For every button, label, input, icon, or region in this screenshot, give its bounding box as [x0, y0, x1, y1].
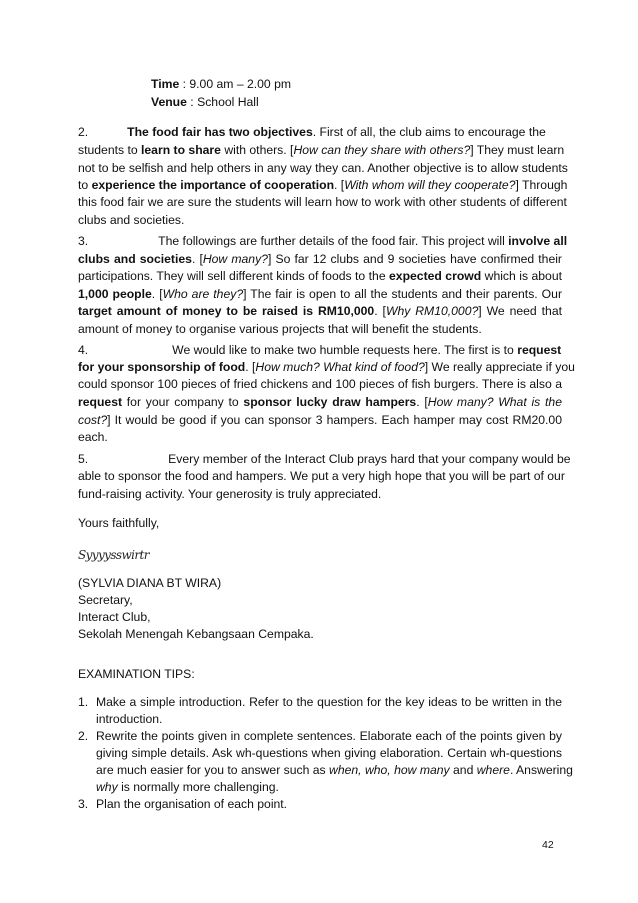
para2-text: ] They must learn — [470, 143, 565, 157]
para2-text: . First of all, the club aims to encourage the — [312, 125, 546, 139]
tip-2-line2: giving simple details. Ask wh-questions when giving elaboration. Certain wh-questions — [96, 746, 562, 760]
salutation: Yours faithfully, — [78, 516, 160, 530]
para3-line1 — [78, 234, 567, 248]
tip-1-number: 1. — [78, 695, 89, 709]
para4-line1 — [78, 343, 561, 357]
tip-2-line4 — [96, 780, 279, 794]
para2-text: to — [78, 178, 92, 192]
para4-text: ] It would be good if you can sponsor 3 hampers. Each hamper may cost RM20.00 — [107, 413, 562, 427]
para3-bold: 1,000 people — [78, 287, 152, 301]
para4-question: How much? What kind of food? — [255, 360, 425, 374]
para2-text: ] Through — [515, 178, 568, 192]
para5-number: 5. — [78, 452, 89, 466]
tip-text: and — [449, 763, 477, 777]
para2-question: How can they share with others? — [293, 143, 471, 157]
para4-text: . [ — [245, 360, 256, 374]
para4-text: ] We really appreciate if you — [424, 360, 575, 374]
para3-question: Who are they? — [162, 287, 244, 301]
tip-italic: why — [96, 780, 118, 794]
para3-bold: clubs and societies — [78, 252, 192, 266]
venue-line — [151, 95, 259, 109]
para4-line3: could sponsor 100 pieces of fried chickens and 100 pieces of fish burgers. There is also a — [78, 377, 562, 391]
tip-2-line3 — [96, 763, 573, 777]
para4-text: We would like to make two humble requests here. The first is to — [172, 343, 518, 357]
para4-bold: request — [78, 395, 123, 409]
para3-line5 — [78, 304, 562, 318]
para2-text: . [ — [334, 178, 345, 192]
para3-text: . [ — [191, 252, 203, 266]
tip-text: are much easier for you to answer such as — [96, 763, 330, 777]
para4-line6: each. — [78, 430, 108, 444]
para2-question: With whom will they cooperate? — [344, 178, 516, 192]
tip-3-number: 3. — [78, 797, 89, 811]
para2-bold: The food fair has two objectives — [127, 125, 313, 139]
para4-bold: request — [517, 343, 562, 357]
para5-line2: able to sponsor the food and hampers. We put a very high hope that you will be part of our — [78, 469, 565, 483]
para4-question: cost? — [78, 413, 108, 427]
tip-2-number: 2. — [78, 729, 89, 743]
para4-line5 — [78, 413, 562, 427]
para3-text: ] The fair is open to all the students and their parents. Our — [243, 287, 562, 301]
para2-line5: this food fair we are sure the students will learn how to work with other students of different — [78, 195, 567, 209]
para3-line6: amount of money to organise various projects that will benefit the students. — [78, 322, 482, 336]
para3-line4 — [78, 287, 562, 301]
signature: Syyyysswirtr — [78, 548, 149, 562]
para3-question: Why RM10,000? — [385, 304, 479, 318]
para3-number: 3. — [78, 234, 89, 248]
para3-bold: target amount of money to be raised is RM10,000 — [78, 304, 375, 318]
tip-text: . Answering — [509, 763, 573, 777]
tip-italic: where — [476, 763, 510, 777]
para2-text: students to — [78, 143, 142, 157]
para3-bold: involve all — [508, 234, 568, 248]
signatory-name: (SYLVIA DIANA BT WIRA) — [78, 576, 222, 590]
para2-line2 — [78, 143, 565, 157]
signatory-role: Secretary, — [78, 593, 133, 607]
para3-text: participations. They will sell different kinds of foods to the — [78, 269, 390, 283]
para4-question: How many? What is the — [427, 395, 562, 409]
para4-line2 — [78, 360, 575, 374]
para4-line4 — [78, 395, 562, 409]
para2-text: with others. [ — [220, 143, 294, 157]
signatory-club: Interact Club, — [78, 610, 151, 624]
para2-bold: experience the importance of cooperation — [91, 178, 335, 192]
para3-text: . [ — [151, 287, 163, 301]
para4-bold: sponsor lucky draw hampers — [243, 395, 417, 409]
signatory-school: Sekolah Menengah Kebangsaan Cempaka. — [78, 627, 314, 641]
time-value: : 9.00 am – 2.00 pm — [182, 77, 292, 91]
time-line — [151, 77, 291, 91]
para2-bold: learn to share — [141, 143, 221, 157]
para2-line1 — [78, 125, 546, 139]
para2-line3: not to be selfish and help others in any way they can. Another objective is to allow students — [78, 161, 568, 175]
para5-line1 — [78, 452, 571, 466]
para3-line3 — [78, 269, 562, 283]
tip-1-line2: introduction. — [96, 712, 163, 726]
para3-text: which is about — [481, 269, 562, 283]
tip-1-line1: Make a simple introduction. Refer to the question for the key ideas to be written in the — [96, 695, 562, 709]
para3-text: ] So far 12 clubs and 9 societies have confirmed their — [267, 252, 562, 266]
tips-heading: EXAMINATION TIPS: — [78, 667, 195, 681]
para4-bold: for your sponsorship of food — [78, 360, 246, 374]
tip-text: is normally more challenging. — [117, 780, 279, 794]
para4-text: for your company to — [122, 395, 244, 409]
para3-text: . [ — [374, 304, 386, 318]
time-label: Time — [151, 77, 180, 91]
page-number: 42 — [542, 839, 554, 851]
tip-italic: when, who, how many — [329, 763, 450, 777]
para2-number: 2. — [78, 125, 89, 139]
para3-question: How many? — [202, 252, 268, 266]
para3-line2 — [78, 252, 562, 266]
para3-text: The followings are further details of the food fair. This project will — [158, 234, 509, 248]
para3-text: ] We need that — [478, 304, 562, 318]
tip-2-line1: Rewrite the points given in complete sentences. Elaborate each of the points given by — [96, 729, 562, 743]
para4-number: 4. — [78, 343, 89, 357]
para2-line6: clubs and societies. — [78, 213, 185, 227]
tip-3-line1: Plan the organisation of each point. — [96, 797, 288, 811]
para5-line3: fund-raising activity. Your generosity is truly appreciated. — [78, 487, 382, 501]
para4-text: . [ — [416, 395, 428, 409]
para3-bold: expected crowd — [389, 269, 482, 283]
para5-text: Every member of the Interact Club prays hard that your company would be — [168, 452, 571, 466]
venue-value: : School Hall — [190, 95, 259, 109]
para2-line4 — [78, 178, 568, 192]
venue-label: Venue — [151, 95, 187, 109]
